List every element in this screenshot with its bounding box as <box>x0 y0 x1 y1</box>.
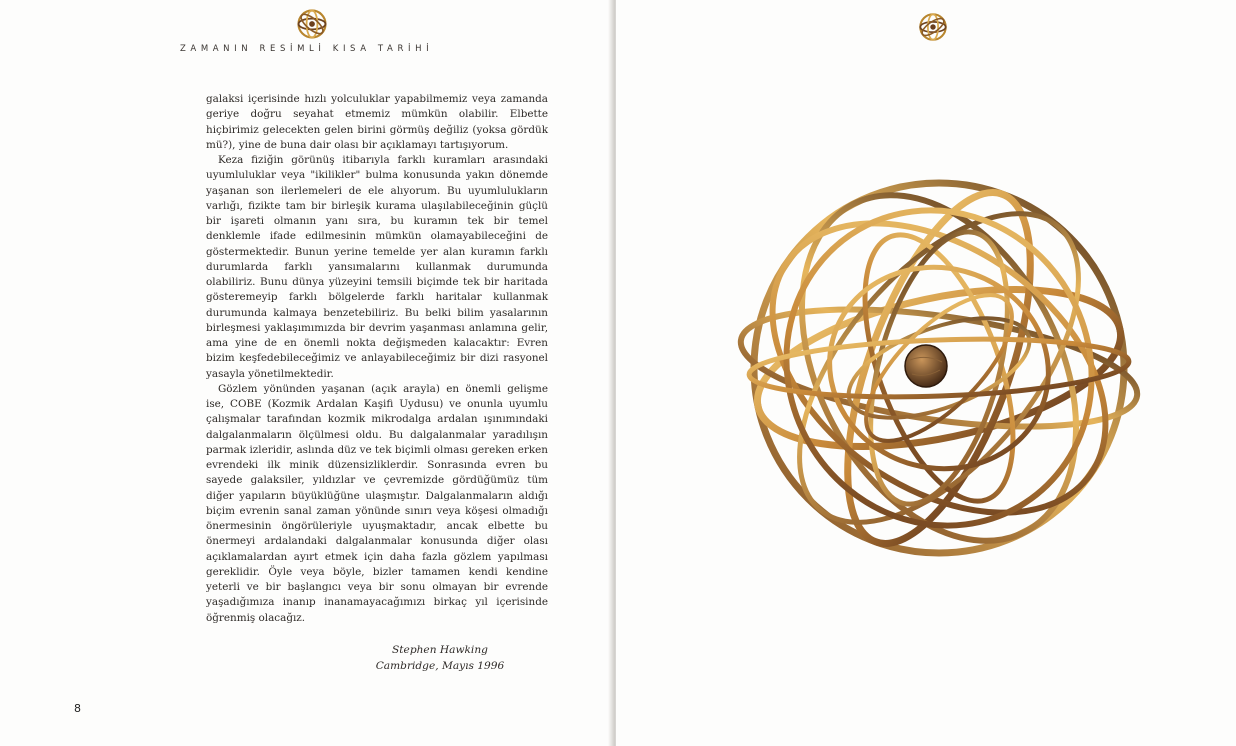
paragraph: Gözlem yönünden yaşanan (açık arayla) en önemli gelişme ise, COBE (Kozmik Ardalan Kaşifi Uydusu) ve onunla uyumlu çalışmalar tarafından kozmik mikrodalga ardalan ışınımındaki dalgalanmaların ölçülmesi oldu. Bu dalgalanmalar yaradılışın parmak izleridir, aslında düz ve tek biçimli olması gereken erken evrendeki ilk minik düzensizliklerdir. Sonrasında evren bu sayede galaksiler, yıldızlar ve çevremizde gördüğümüz tüm diğer yapıların büyüklüğüne ulaşmıştır. Dalgalanmaların aldığı biçim evrenin sanal zaman yönünde sınırı veya köşesi olmadığı önermesinin öngörüleriyle uyuşmaktadır, ancak elbette bu önermeyi ardalandaki dalgalanmalar konusunda diğer olası açıklamalardan ayırt etmek için daha fazla gözlem yapılması gereklidir. Öyle veya böyle, bizler tamamen kendi kendine yeterli ve bir başlangıcı veya bir sonu olmayan bir evrende yaşadığımıza inanıp inanamayacağımızı birkaç yıl içerisinde öğrenmiş olacağız. <box>206 382 548 624</box>
place-date: Cambridge, Mayıs 1996 <box>375 660 505 672</box>
running-header: ZAMANIN RESİMLİ KISA TARİHİ <box>180 44 434 54</box>
author-name: Stephen Hawking <box>392 644 488 656</box>
paragraph: Keza fiziğin görünüş itibarıyla farklı kuramları arasındaki uyumluluklar veya "ikilikler" bulma konusunda yakın dönemde yaşanan son ilerlemeleri de ele alıyorum. Bu uyumlulukların varlığı, fizikte tam bir birleşik kurama ulaşılabileceğinin güçlü bir işareti olmanın yanı sıra, bu kuramın tek bir temel denklemle ifade edilmesinin mümkün olamayabileceğini de göstermektedir. Bunun yerine temelde yer alan kuramın farklı durumlarda farklı yansımalarını kullanmak durumunda olabiliriz. Bunu dünya yüzeyini temsili biçimde tek bir haritada gösteremeyip farklı bölgelerde farklı haritalar kullanmak durumunda kalmaya benzetebiliriz. Bu belki bilim yasalarının birleşmesi yaklaşımımızda bir devrim yaşanması anlamına gelir, ama yine de en önemli nokta değişmeden kalacaktır: Evren bizim keşfedebileceğimiz ve anlayabileceğimiz bir dizi rasyonel yasayla yönetilmektedir. <box>206 154 548 380</box>
page-number: 8 <box>74 702 81 715</box>
signature-block <box>360 642 520 674</box>
armillary-sphere-illustration <box>734 168 1144 568</box>
paragraph: galaksi içerisinde hızlı yolculuklar yapabilmemiz veya zamanda geriye doğru seyahat etmemiz mümkün olabilir. Elbette hiçbirimiz gelecekten gelen birini görmüş değiliz (yoksa gördük mü?), yine de buna dair olası bir açıklamayı tartışıyorum. <box>206 93 548 151</box>
left-page <box>0 0 612 746</box>
armillary-ornament-icon <box>916 10 950 44</box>
armillary-ornament-icon <box>294 6 330 42</box>
body-text <box>206 92 548 626</box>
